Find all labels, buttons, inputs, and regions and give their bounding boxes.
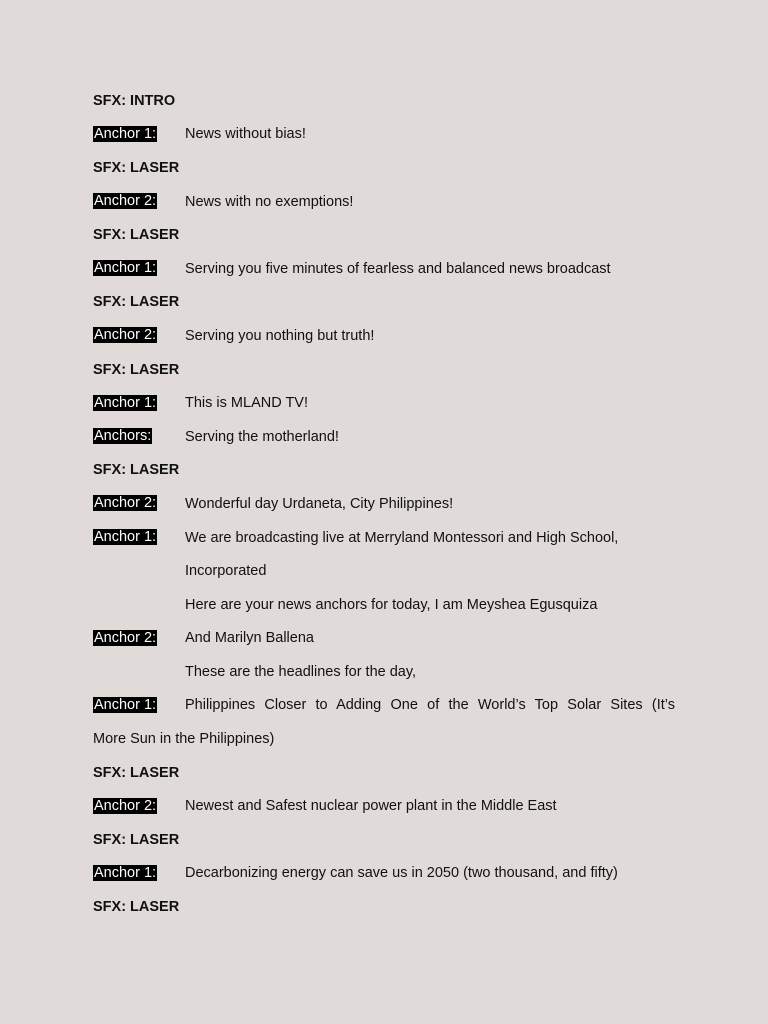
speaker-label bbox=[93, 395, 185, 412]
continuation-line bbox=[93, 655, 675, 689]
speaker-highlight: Anchor 1: bbox=[94, 125, 157, 142]
speaker-label bbox=[93, 260, 185, 277]
speaker-label bbox=[93, 126, 185, 143]
speaker-highlight: Anchor 2: bbox=[94, 797, 157, 814]
speaker-label bbox=[93, 193, 185, 210]
sfx-cue: SFX: LASER bbox=[93, 227, 180, 244]
dialogue-line bbox=[93, 689, 675, 723]
sfx-cue: SFX: LASER bbox=[93, 159, 180, 176]
speaker-highlight: Anchors: bbox=[94, 428, 152, 445]
dialogue-text: News with no exemptions! bbox=[185, 193, 354, 210]
dialogue-line bbox=[93, 789, 675, 823]
speaker-label bbox=[93, 697, 185, 714]
continuation-line bbox=[93, 588, 675, 622]
sfx-cue: SFX: LASER bbox=[93, 899, 180, 916]
sfx-cue: SFX: LASER bbox=[93, 462, 180, 479]
dialogue-text: Serving you five minutes of fearless and balanced news broadcast bbox=[185, 260, 611, 277]
dialogue-text: This is MLAND TV! bbox=[185, 395, 309, 412]
dialogue-text: These are the headlines for the day, bbox=[185, 663, 417, 680]
dialogue-text: Serving the motherland! bbox=[185, 428, 339, 445]
speaker-label bbox=[93, 495, 185, 512]
dialogue-line bbox=[93, 185, 675, 219]
speaker-highlight: Anchor 1: bbox=[94, 696, 157, 713]
speaker-label bbox=[93, 865, 185, 882]
sfx-cue: SFX: LASER bbox=[93, 764, 180, 781]
dialogue-line bbox=[93, 487, 675, 521]
dialogue-line bbox=[93, 319, 675, 353]
dialogue-text: News without bias! bbox=[185, 126, 306, 143]
speaker-label bbox=[93, 798, 185, 815]
sfx-cue: SFX: LASER bbox=[93, 361, 180, 378]
speaker-highlight: Anchor 1: bbox=[94, 394, 157, 411]
dialogue-line bbox=[93, 386, 675, 420]
dialogue-line bbox=[93, 521, 675, 555]
speaker-label bbox=[93, 529, 185, 546]
dialogue-text: Incorporated bbox=[185, 563, 267, 580]
dialogue-text: We are broadcasting live at Merryland Montessori and High School, bbox=[185, 529, 619, 546]
dialogue-text: More Sun in the Philippines) bbox=[93, 731, 275, 748]
dialogue-line bbox=[93, 622, 675, 656]
dialogue-text: Serving you nothing but truth! bbox=[185, 327, 375, 344]
speaker-label bbox=[93, 428, 185, 445]
dialogue-text: Philippines Closer to Adding One of the World’s Top Solar Sites (It’s bbox=[185, 697, 675, 714]
dialogue-text: And Marilyn Ballena bbox=[185, 630, 314, 647]
speaker-label bbox=[93, 630, 185, 647]
wrapped-line bbox=[93, 722, 675, 756]
continuation-line bbox=[93, 554, 675, 588]
dialogue-text: Wonderful day Urdaneta, City Philippines! bbox=[185, 495, 454, 512]
speaker-highlight: Anchor 2: bbox=[94, 327, 157, 344]
speaker-highlight: Anchor 1: bbox=[94, 529, 157, 546]
dialogue-line bbox=[93, 118, 675, 152]
speaker-highlight: Anchor 2: bbox=[94, 495, 157, 512]
dialogue-line bbox=[93, 420, 675, 454]
speaker-highlight: Anchor 1: bbox=[94, 864, 157, 881]
sfx-cue: SFX: LASER bbox=[93, 294, 180, 311]
sfx-cue: SFX: INTRO bbox=[93, 92, 176, 109]
dialogue-line bbox=[93, 857, 675, 891]
speaker-highlight: Anchor 1: bbox=[94, 260, 157, 277]
sfx-cue: SFX: LASER bbox=[93, 831, 180, 848]
speaker-label bbox=[93, 327, 185, 344]
speaker-highlight: Anchor 2: bbox=[94, 629, 157, 646]
news-script bbox=[93, 84, 675, 924]
speaker-highlight: Anchor 2: bbox=[94, 193, 157, 210]
dialogue-text: Here are your news anchors for today, I am Meyshea Egusquiza bbox=[185, 596, 598, 613]
dialogue-text: Newest and Safest nuclear power plant in the Middle East bbox=[185, 798, 557, 815]
dialogue-line bbox=[93, 252, 675, 286]
dialogue-text: Decarbonizing energy can save us in 2050 (two thousand, and fifty) bbox=[185, 865, 618, 882]
